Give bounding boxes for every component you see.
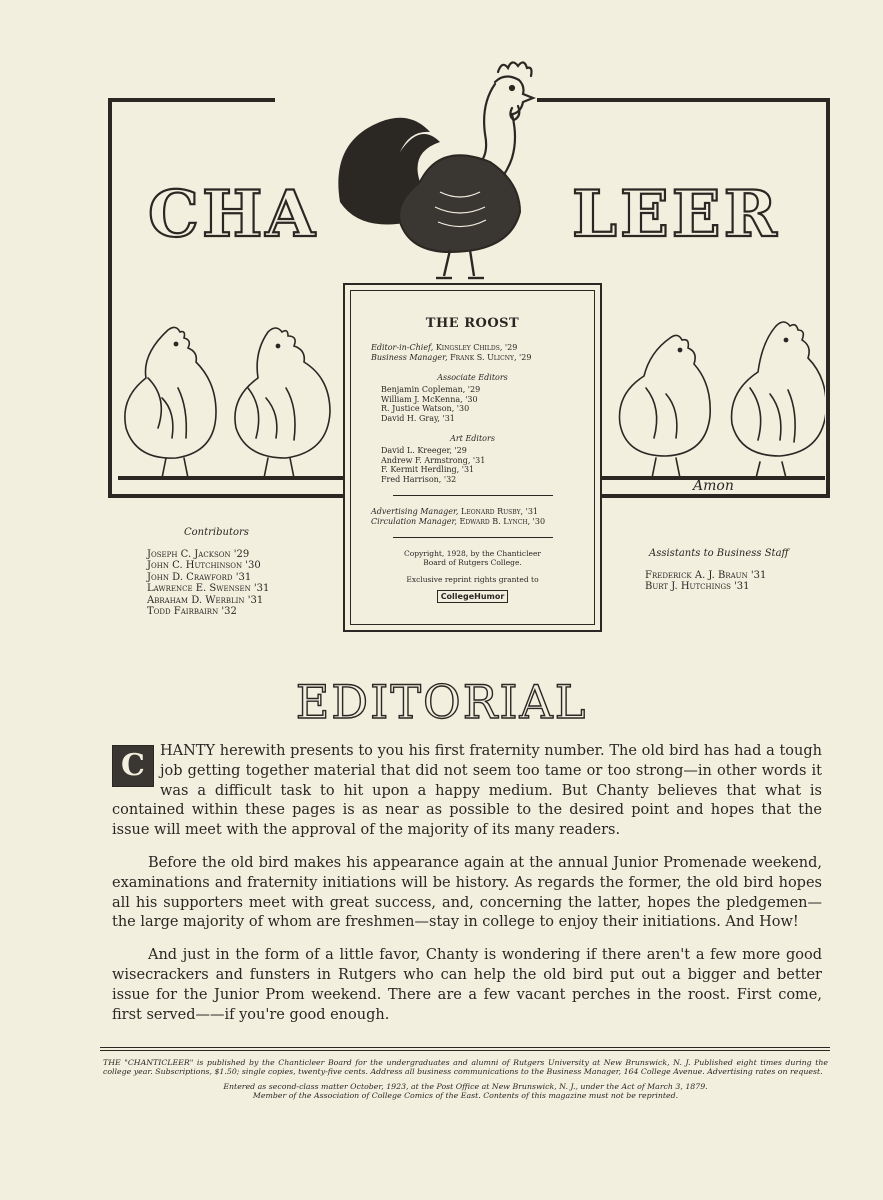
drop-cap: C — [112, 745, 154, 787]
hens-right-illustration — [600, 318, 825, 488]
reprint-line: Exclusive reprint rights granted to — [406, 575, 539, 584]
editorial-paragraph: And just in the form of a little favor, Chanty is wondering if there aren't a few more good wisecrackers and funsters in Rutgers who can help the old bird put out a bigger and better issue for the Junior Prom weekend. There are a few vacant perches in the roost. First come, first served——if you're good enough. — [112, 947, 822, 1023]
art-editor: Andrew F. Armstrong, '31 — [381, 455, 486, 465]
advertising-role: Advertising Manager, — [371, 507, 459, 516]
assistants-list — [645, 548, 789, 593]
circulation-role: Circulation Manager, — [371, 516, 457, 526]
publication-notice: THE "CHANTICLEER" is published by the Chanticleer Board for the undergraduates and alumni of Rutgers University at New Brunswick, N. J. Published eight times during the college year. Subscriptions, $1.50; single copies, twenty-five cents. Address all business communications to the Business Manager, 164 College Avenue. Advertising rates on request. — [103, 1058, 828, 1077]
paragraph-text: HANTY herewith presents to you his first fraternity number. The old bird has had a tough job getting together material that did not seem too tame or too strong—in other words it was a difficult task to hit upon a happy medium. But Chanty believes that what is contained within these pages is as near as possible to the desired point and hopes that the issue will meet with the approval of the majority of its many readers. — [112, 743, 822, 839]
business-role: Business Manager, — [371, 352, 448, 362]
contributor-name: John C. Hutchinson '30 — [147, 560, 261, 571]
copyright-line: Board of Rutgers College. — [423, 558, 522, 567]
contributor-name: Joseph C. Jackson '29 — [147, 548, 250, 560]
member-notice: Member of the Association of College Comics of the East. Contents of this magazine must not be reprinted. — [252, 1091, 679, 1101]
roost-divider — [393, 537, 553, 538]
contributor-name: Lawrence E. Swensen '31 — [147, 583, 270, 594]
associate-editors-heading: Associate Editors — [437, 373, 508, 382]
associate-editor: David H. Gray, '31 — [381, 413, 455, 423]
circulation-name: Edward B. Lynch, '30 — [459, 516, 546, 526]
assistant-name: Burt J. Hutchings '31 — [645, 581, 750, 592]
mailing-notice — [103, 1082, 828, 1101]
assistants-title: Assistants to Business Staff — [649, 548, 789, 559]
editorial-title: EDITORIAL — [295, 675, 588, 729]
editorial-paragraph: Before the old bird makes his appearance again at the annual Junior Promenade weekend, examinations and fraternity initiations will be history. As regards the former, the old bird hopes all his supporters meet with great success, and, concerning the latter, hopes the pledgemen—the large majority of whom are freshmen—stay in college to enjoy their initiations. And How! — [112, 854, 822, 931]
contributors-title: Contributors — [184, 527, 249, 538]
associate-editor: Benjamin Copleman, '29 — [381, 385, 481, 394]
artist-signature: Amon — [693, 478, 734, 494]
rooster-illustration — [320, 42, 560, 282]
roost-inner-frame — [350, 290, 595, 625]
contributor-name: Abraham D. Werblin '31 — [147, 594, 264, 606]
college-humor-logo: CollegeHumor — [437, 590, 509, 603]
associate-editor: William J. McKenna, '30 — [381, 394, 478, 404]
footer-rule — [100, 1047, 830, 1048]
editorial-paragraph — [112, 742, 822, 841]
business-name: Frank S. Ulicny, '29 — [450, 352, 532, 362]
advertising-name: Leonard Rusby, '31 — [461, 507, 539, 516]
contributors-list — [147, 527, 269, 618]
art-editor: David L. Kreeger, '29 — [381, 446, 467, 455]
hens-left-illustration — [118, 318, 348, 488]
copyright-line: Copyright, 1928, by the Chanticleer — [404, 549, 541, 558]
roost-divider — [393, 495, 553, 496]
business-line — [351, 353, 594, 363]
art-editors-heading: Art Editors — [450, 434, 495, 443]
roost-title: THE ROOST — [425, 316, 520, 331]
entered-notice: Entered as second-class matter October, 1923, at the Post Office at New Brunswick, N. J., under the Act of March 3, 1879. — [223, 1082, 708, 1091]
editor-role: Editor-in-Chief, — [371, 343, 434, 352]
art-editor: Fred Harrison, '32 — [381, 474, 457, 484]
contributor-name: Todd Fairbairn '32 — [147, 606, 237, 617]
art-editor: F. Kermit Herdling, '31 — [381, 465, 475, 474]
associate-editor: R. Justice Watson, '30 — [381, 404, 470, 413]
editorial-body — [112, 742, 822, 1038]
editor-name: Kingsley Childs, '29 — [435, 343, 518, 352]
masthead-title-right: LEER — [572, 177, 780, 252]
editor-line — [351, 343, 594, 353]
assistant-name: Frederick A. J. Braun '31 — [645, 569, 767, 581]
contributor-name: John D. Crawford '31 — [147, 571, 252, 583]
footer-rule — [100, 1050, 830, 1051]
roost-box — [343, 283, 602, 632]
masthead-title-left: CHA — [148, 177, 319, 252]
circulation-line — [351, 517, 594, 527]
advertising-line — [351, 507, 594, 517]
